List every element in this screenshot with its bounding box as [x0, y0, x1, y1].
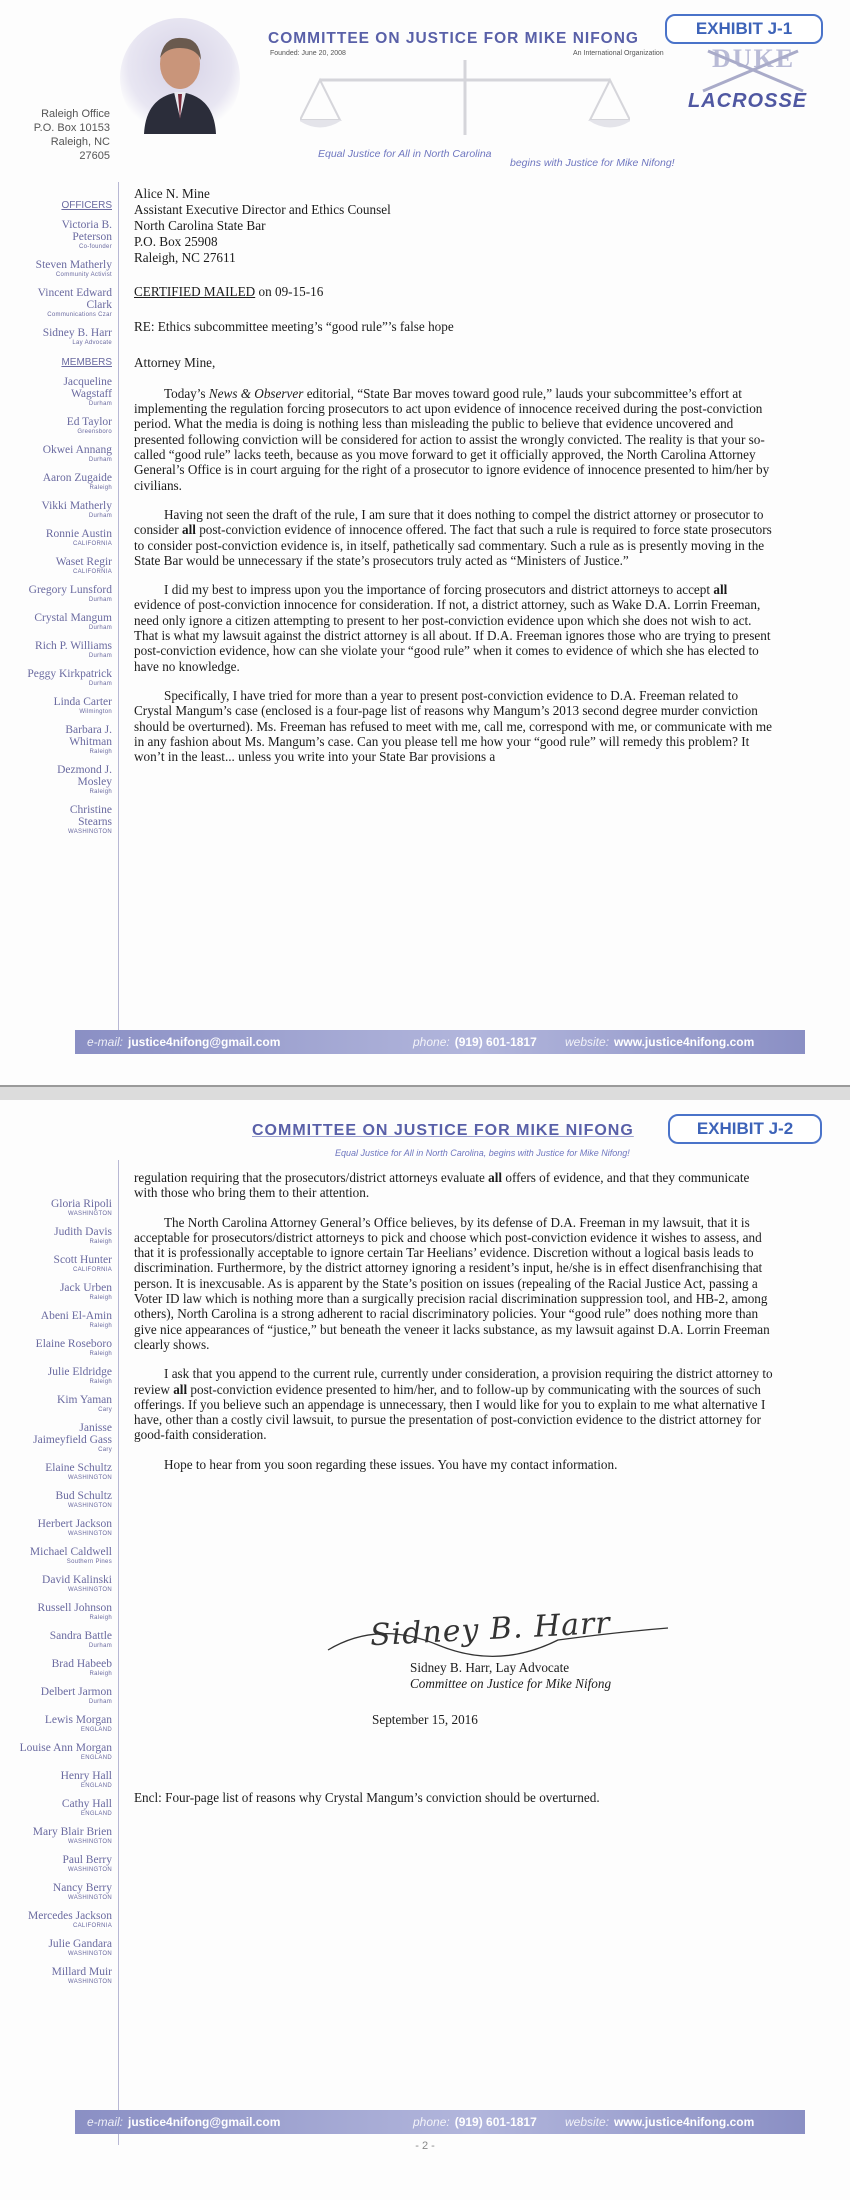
org-title: COMMITTEE ON JUSTICE FOR MIKE NIFONG — [268, 30, 639, 47]
member-name: Bud Schultz — [55, 1490, 112, 1502]
member-location: WASHINGTON — [67, 1531, 112, 1537]
member-name: Whitman — [69, 736, 112, 748]
member-location: Raleigh — [89, 789, 112, 795]
member-name: David Kalinski — [42, 1574, 112, 1586]
sidebar-divider — [118, 1160, 119, 2145]
member-location: Cary — [98, 1407, 112, 1413]
member-name: Waset Regir — [55, 556, 112, 568]
member-location: WASHINGTON — [67, 1867, 112, 1873]
member-name: Jaimeyfield Gass — [33, 1434, 112, 1446]
member-location: Durham — [88, 457, 112, 463]
phone-label: phone: — [413, 2115, 450, 2129]
emphasis: all — [173, 1381, 188, 1397]
text-run: Having not seen the draft of the rule, I am sure that it does nothing to compel the district attorney or prosecutor to consider — [134, 506, 764, 538]
member-location: Raleigh — [89, 1351, 112, 1357]
signer-org: Committee on Justice for Mike Nifong — [410, 1676, 612, 1691]
member-name: Mary Blair Brien — [32, 1826, 112, 1838]
member-location: Durham — [88, 1699, 112, 1705]
member-location: WASHINGTON — [67, 829, 112, 835]
sidebar-members — [0, 190, 112, 844]
recipient-address — [134, 186, 774, 266]
sidebar-divider — [118, 182, 119, 1042]
member-location: Raleigh — [89, 485, 112, 491]
duke-lacrosse-logo — [682, 42, 822, 120]
certified-label: CERTIFIED MAILED — [134, 284, 256, 299]
member-name: Julie Gandara — [48, 1938, 112, 1950]
member-name: Christine — [69, 804, 112, 816]
member-location: Durham — [88, 681, 112, 687]
founded-date: Founded: June 20, 2008 — [270, 50, 346, 57]
text-run: offers of evidence, and that they communicate with those who bring them to their attention. — [134, 1170, 750, 1201]
member-location: Southern Pines — [66, 1559, 112, 1565]
member-location: Durham — [88, 1643, 112, 1649]
exhibit-label: EXHIBIT J-2 — [668, 1114, 822, 1144]
member-name: Lewis Morgan — [44, 1714, 112, 1726]
officer-role: Lay Advocate — [72, 340, 112, 346]
member-location: Raleigh — [89, 1323, 112, 1329]
sidebar-members — [0, 1198, 112, 1994]
email-label: e-mail: — [87, 1035, 124, 1049]
letter-body-page-1 — [134, 186, 774, 778]
office-address — [10, 107, 110, 163]
officer-name: Victoria B. — [61, 219, 112, 231]
office-line: Raleigh, NC — [50, 136, 110, 148]
member-name: Nancy Berry — [52, 1882, 112, 1894]
phone-contact — [413, 2115, 537, 2129]
member-location: Durham — [88, 625, 112, 631]
certified-date: on 09-15-16 — [255, 284, 324, 299]
certified-mail-line — [134, 284, 774, 299]
office-line: P.O. Box 10153 — [33, 122, 110, 134]
portrait-icon — [138, 30, 222, 134]
paragraph-1 — [134, 386, 774, 493]
address-line: North Carolina State Bar — [134, 218, 266, 233]
address-line: Alice N. Mine — [134, 186, 210, 201]
member-location: WASHINGTON — [67, 1587, 112, 1593]
member-name: Brad Habeeb — [51, 1658, 112, 1670]
member-name: Barbara J. — [65, 724, 112, 736]
member-location: Raleigh — [89, 1295, 112, 1301]
member-location: CALIFORNIA — [72, 1923, 112, 1929]
website-label: website: — [565, 2115, 610, 2129]
email-contact — [87, 2115, 280, 2129]
officer-name: Vincent Edward — [37, 287, 112, 299]
member-location: ENGLAND — [80, 1727, 112, 1733]
member-name: Dezmond J. — [57, 764, 112, 776]
emphasis: all — [181, 522, 196, 538]
member-name: Crystal Mangum — [34, 612, 112, 624]
emphasis: all — [713, 582, 728, 598]
website-contact — [565, 1035, 754, 1049]
member-location: WASHINGTON — [67, 1211, 112, 1217]
member-name: Millard Muir — [51, 1966, 112, 1978]
member-name: Mercedes Jackson — [28, 1910, 112, 1922]
member-location: Raleigh — [89, 749, 112, 755]
member-name: Rich P. Williams — [35, 640, 112, 652]
member-location: WASHINGTON — [67, 1839, 112, 1845]
officers-header: OFFICERS — [61, 200, 112, 211]
member-name: Peggy Kirkpatrick — [27, 668, 112, 680]
member-name: Wagstaff — [70, 388, 112, 400]
member-location: CALIFORNIA — [72, 541, 112, 547]
member-location: CALIFORNIA — [72, 1267, 112, 1273]
member-name: Elaine Schultz — [45, 1462, 112, 1474]
member-name: Linda Carter — [53, 696, 112, 708]
website-link[interactable]: www.justice4nifong.com — [614, 2115, 755, 2129]
member-location: Raleigh — [89, 1671, 112, 1677]
member-location: Raleigh — [89, 1379, 112, 1385]
member-location: Wilmington — [79, 709, 112, 715]
email-address[interactable]: justice4nifong@gmail.com — [128, 1035, 281, 1049]
member-name: Ed Taylor — [66, 416, 112, 428]
member-name: Herbert Jackson — [37, 1518, 112, 1530]
phone-number[interactable]: (919) 601-1817 — [454, 2115, 537, 2129]
member-name: Louise Ann Morgan — [19, 1742, 112, 1754]
email-address[interactable]: justice4nifong@gmail.com — [128, 2115, 281, 2129]
member-name: Michael Caldwell — [29, 1546, 112, 1558]
members-header: MEMBERS — [61, 357, 112, 368]
duke-text: DUKE — [712, 44, 796, 73]
paragraph-7 — [134, 1366, 774, 1442]
text-run: editorial, “State Bar moves toward good rule,” lauds your subcommittee’s effort at implementing the regulation forcing prosecutors to act upon evidence of innocence received during the post-conviction period. What the media is doing is nothing less than misleading the public to believe that evidence uncovered and presented following conviction will be considered for action to assist the wrongly convicted. The reality is that your so-called “good rule” lacks teeth, because as you move forward to get it officially approved, the North Carolina Attorney General’s Office is in court arguing for the right of a prosecutor to ignore evidence of innocence presented to him/her by civilians. — [134, 385, 770, 493]
member-name: Abeni El-Amin — [40, 1310, 112, 1322]
officer-role: Community Activist — [55, 272, 112, 278]
member-name: Mosley — [77, 776, 112, 788]
member-name: Scott Hunter — [53, 1254, 112, 1266]
text-run: I did my best to impress upon you the importance of forcing prosecutors and district attorneys to accept — [164, 582, 714, 598]
signer-name: Sidney B. Harr, Lay Advocate — [410, 1660, 570, 1675]
member-name: Russell Johnson — [37, 1602, 112, 1614]
member-location: Durham — [88, 597, 112, 603]
member-location: Greensboro — [77, 429, 112, 435]
member-location: Raleigh — [89, 1239, 112, 1245]
member-location: WASHINGTON — [67, 1951, 112, 1957]
member-name: Gloria Ripoli — [50, 1198, 112, 1210]
address-line: P.O. Box 25908 — [134, 234, 218, 249]
member-location: Durham — [88, 513, 112, 519]
letter-body-page-2 — [134, 1170, 774, 1486]
phone-label: phone: — [413, 1035, 450, 1049]
member-name: Cathy Hall — [61, 1798, 112, 1810]
member-name: Kim Yaman — [57, 1394, 112, 1406]
enclosure-note: Encl: Four-page list of reasons why Crystal Mangum’s conviction should be overturned. — [134, 1790, 600, 1805]
member-name: Vikki Matherly — [41, 500, 112, 512]
phone-number[interactable]: (919) 601-1817 — [454, 1035, 537, 1049]
website-contact — [565, 2115, 754, 2129]
tagline-left: Equal Justice for All in North Carolina — [318, 148, 492, 160]
member-name: Elaine Roseboro — [35, 1338, 112, 1350]
address-line: Raleigh, NC 27611 — [134, 250, 236, 265]
paragraph-8: Hope to hear from you soon regarding these issues. You have my contact information. — [164, 1456, 618, 1472]
member-location: WASHINGTON — [67, 1503, 112, 1509]
email-contact — [87, 1035, 280, 1049]
paragraph-5 — [134, 1170, 774, 1201]
phone-contact — [413, 1035, 537, 1049]
member-name: Henry Hall — [60, 1770, 112, 1782]
text-run: Today’s — [164, 385, 209, 401]
address-line: Assistant Executive Director and Ethics Counsel — [134, 202, 391, 217]
member-location: CALIFORNIA — [72, 569, 112, 575]
contact-footer — [75, 2110, 805, 2134]
member-location: ENGLAND — [80, 1783, 112, 1789]
handwritten-signature: Sidney B. Harr — [369, 1605, 612, 1654]
member-name: Jacqueline — [63, 376, 112, 388]
officer-name: Sidney B. Harr — [42, 327, 112, 339]
member-name: Judith Davis — [54, 1226, 112, 1238]
paragraph-6: The North Carolina Attorney General’s Office believes, by its defense of D.A. Freeman in my lawsuit, that it is acceptable for prosecutors/district attorneys to pick and choose which post-conviction evidence it wishes to assess, and that it is professionally acceptable to ignore certain Tar Heelians’ evidence. Discretion without a logical basis leads to discrimination. Furthermore, by the district attorney ignoring a resident’s input, he/she is in effect disenfranchising that person. It is inexcusable. As is apparent by the State’s position on issues (repealing of the Racial Justice Act, passing a Voter ID law which is nothing more than a surgically precision racial discrimination suppression tool, and HB-2, among others), North Carolina is a strong adherent to racial discriminatory policies. Your “good rule” does nothing more than give nice appearances of “justice,” but beneath the veneer it lacks substance, as my lawsuit against D.A. Lorrin Freeman clearly shows. — [134, 1214, 770, 1352]
text-run: post-conviction evidence presented to him/her, and to follow-up by communicating with the sources of such offerings. If you believe such an appendage is unnecessary, then I would like for you to explain to me what alternative I have, other than a costly civil lawsuit, to pursue the presentation of post-conviction evidence to the district attorney for good-faith consideration. — [134, 1381, 766, 1443]
letter-page-2 — [0, 1100, 850, 2200]
tagline-right: begins with Justice for Mike Nifong! — [510, 157, 675, 169]
subject-line: RE: Ethics subcommittee meeting’s “good rule”’s false hope — [134, 319, 454, 335]
contact-footer — [75, 1030, 805, 1054]
publication-name: News & Observer — [208, 385, 304, 401]
page-number: - 2 - — [415, 2140, 435, 2152]
member-location: Durham — [88, 401, 112, 407]
member-name: Jack Urben — [59, 1282, 112, 1294]
email-label: e-mail: — [87, 2115, 124, 2129]
emphasis: all — [488, 1170, 503, 1185]
text-run: regulation requiring that the prosecutors/district attorneys evaluate — [134, 1170, 489, 1185]
lacrosse-text: LACROSSE — [688, 90, 808, 112]
member-location: WASHINGTON — [67, 1895, 112, 1901]
letter-date: September 15, 2016 — [372, 1712, 478, 1727]
website-label: website: — [565, 1035, 610, 1049]
letter-page-1 — [0, 0, 850, 1085]
member-location: ENGLAND — [80, 1755, 112, 1761]
officer-name: Steven Matherly — [35, 259, 112, 271]
website-link[interactable]: www.justice4nifong.com — [614, 1035, 755, 1049]
paragraph-3 — [134, 582, 774, 674]
member-location: WASHINGTON — [67, 1475, 112, 1481]
salutation: Attorney Mine, — [134, 354, 216, 370]
tagline: Equal Justice for All in North Carolina, begins with Justice for Mike Nifong! — [335, 1148, 630, 1158]
member-location: ENGLAND — [80, 1811, 112, 1817]
member-location: WASHINGTON — [67, 1979, 112, 1985]
intl-org: An International Organization — [573, 50, 664, 57]
officer-name: Peterson — [72, 231, 112, 243]
org-title: COMMITTEE ON JUSTICE FOR MIKE NIFONG — [252, 1122, 634, 1139]
member-name: Aaron Zugaide — [42, 472, 112, 484]
paragraph-2 — [134, 507, 774, 568]
member-name: Sandra Battle — [49, 1630, 112, 1642]
exhibit-label: EXHIBIT J-1 — [665, 14, 823, 44]
paragraph-4: Specifically, I have tried for more than a year to present post-conviction evidence to D.A. Freeman related to Crystal Mangum’s case (enclosed is a four-page list of reasons why Mangum’s 2013 second degree murder conviction should be overturned). Ms. Freeman has refused to meet with me, call me, correspond with me, or communicate with me in any fashion about Ms. Mangum’s case. Can you please tell me how your “good rule” will remedy this problem? It won’t in the least... unless you write into your State Bar provisions a — [134, 687, 772, 765]
office-line: Raleigh Office — [41, 108, 110, 120]
member-name: Delbert Jarmon — [40, 1686, 112, 1698]
member-name: Julie Eldridge — [47, 1366, 112, 1378]
signature-block — [410, 1660, 770, 1692]
member-name: Janisse — [79, 1422, 112, 1434]
text-run: post-conviction evidence of innocence offered. The fact that such a rule is required to force state prosecutors to consider post-conviction evidence is, in itself, pathetically sad commentary. Such a rule as is presently moving in the State Bar would be unnecessary if the state’s prosecutors truly acted as “Ministers of Justice.” — [134, 522, 772, 568]
member-name: Paul Berry — [62, 1854, 112, 1866]
member-name: Ronnie Austin — [45, 528, 112, 540]
member-name: Stearns — [78, 816, 112, 828]
lacrosse-stick-icon — [698, 46, 808, 96]
officer-role: Communications Czar — [47, 312, 112, 318]
member-name: Gregory Lunsford — [28, 584, 112, 596]
member-location: Raleigh — [89, 1615, 112, 1621]
office-line: 27605 — [79, 150, 110, 162]
text-run: I ask that you append to the current rule, currently under consideration, a provision requiring the district attorney to review — [134, 1366, 773, 1397]
member-name: Okwei Annang — [42, 444, 112, 456]
member-location: Cary — [98, 1447, 112, 1453]
member-location: Durham — [88, 653, 112, 659]
officer-name: Clark — [86, 299, 112, 311]
officer-role: Co-founder — [78, 244, 112, 250]
text-run: evidence of post-conviction innocence for consideration. If not, a district attorney, such as Wake D.A. Lorrin Freeman, need only ignore a citizen attempting to present to her post-conviction evidence upon which she does not wish to act. That is what my lawsuit against the district attorney is all about. If D.A. Freeman ignores those who are trying to present post-conviction evidence, how can she violate your “good rule” when it comes to evidence of which she has elected to have no knowledge. — [134, 597, 771, 674]
